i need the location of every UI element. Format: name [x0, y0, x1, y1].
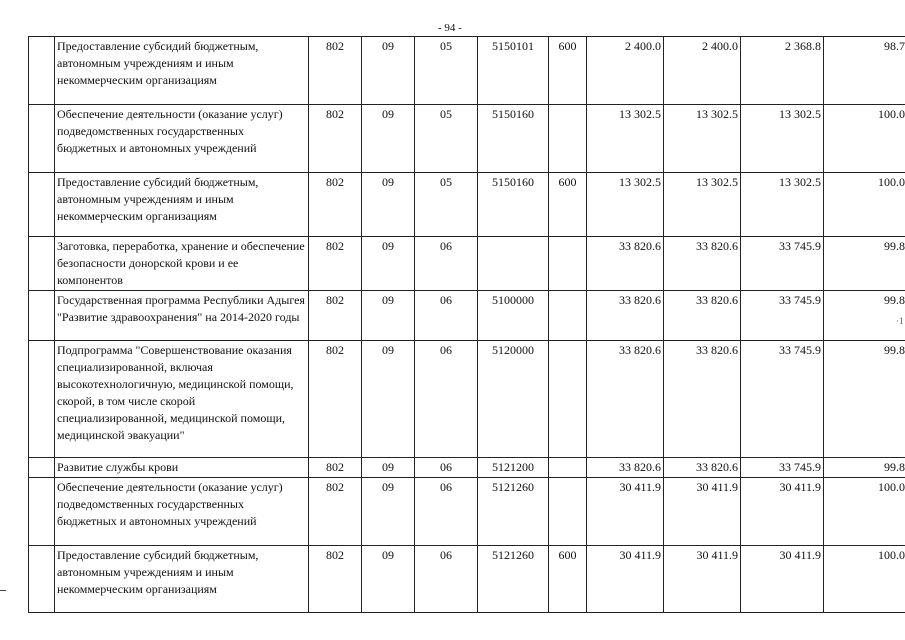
item-name: Обеспечение деятельности (оказание услуг) подведомственных государственных бюджетных и автономных учреждений [55, 105, 309, 173]
target-article-code: 5120000 [478, 341, 549, 458]
row-stub-cell [29, 37, 55, 105]
target-article-code: 5150160 [478, 105, 549, 173]
item-name: Предоставление субсидий бюджетным, автономным учреждениям и иным некоммерческим организациям [55, 37, 309, 105]
section-code: 09 [362, 237, 415, 291]
item-name: Предоставление субсидий бюджетным, автономным учреждениям и иным некоммерческим организациям [55, 546, 309, 613]
subsection-code: 06 [415, 478, 478, 546]
budget-table [28, 36, 905, 613]
amount-executed: 33 745.9 [741, 341, 824, 458]
section-code: 09 [362, 37, 415, 105]
page-number: - 94 - [438, 22, 462, 34]
target-article-code: 5121260 [478, 546, 549, 613]
subsection-code: 06 [415, 237, 478, 291]
row-stub-cell [29, 105, 55, 173]
row-stub-cell [29, 237, 55, 291]
row-stub-cell [29, 291, 55, 341]
amount-executed: 13 302.5 [741, 173, 824, 237]
row-stub-cell [29, 341, 55, 458]
amount-executed: 33 745.9 [741, 291, 824, 341]
table-row [29, 546, 905, 613]
amount-approved: 30 411.9 [587, 478, 664, 546]
subsection-code: 06 [415, 341, 478, 458]
subsection-code: 06 [415, 546, 478, 613]
expense-type-code: 600 [549, 546, 587, 613]
expense-type-code [549, 291, 587, 341]
subsection-code: 06 [415, 291, 478, 341]
table-row [29, 37, 905, 105]
execution-percent: 98.7 [824, 37, 905, 105]
execution-percent: 99.8 [824, 291, 905, 341]
row-stub-cell [29, 478, 55, 546]
section-code: 09 [362, 105, 415, 173]
ministry-code: 802 [309, 105, 362, 173]
section-code: 09 [362, 546, 415, 613]
margin-tick [0, 590, 6, 591]
expense-type-code [549, 458, 587, 478]
ministry-code: 802 [309, 173, 362, 237]
target-article-code: 5150160 [478, 173, 549, 237]
ministry-code: 802 [309, 546, 362, 613]
amount-approved: 33 820.6 [587, 237, 664, 291]
execution-percent: 100.0 [824, 546, 905, 613]
section-code: 09 [362, 478, 415, 546]
table-body [29, 37, 905, 613]
item-name: Подпрограмма "Совершенствование оказания специализированной, включая высокотехнологичную, медицинской помощи, скорой, в том числе скорой специализированной, медицинской помощи, медицинской эвакуации" [55, 341, 309, 458]
table-row [29, 237, 905, 291]
row-stub-cell [29, 173, 55, 237]
expense-type-code [549, 341, 587, 458]
item-name: Государственная программа Республики Адыгея "Развитие здравоохранения" на 2014-2020 годы [55, 291, 309, 341]
expense-type-code: 600 [549, 173, 587, 237]
amount-approved: 30 411.9 [587, 546, 664, 613]
target-article-code: 5121260 [478, 478, 549, 546]
amount-specified: 33 820.6 [664, 291, 741, 341]
section-code: 09 [362, 291, 415, 341]
expense-type-code [549, 105, 587, 173]
ministry-code: 802 [309, 37, 362, 105]
ministry-code: 802 [309, 458, 362, 478]
row-stub-cell [29, 546, 55, 613]
subsection-code: 05 [415, 105, 478, 173]
execution-percent: 100.0 [824, 173, 905, 237]
amount-approved: 33 820.6 [587, 291, 664, 341]
subsection-code: 05 [415, 173, 478, 237]
target-article-code: 5150101 [478, 37, 549, 105]
amount-approved: 2 400.0 [587, 37, 664, 105]
amount-specified: 2 400.0 [664, 37, 741, 105]
amount-specified: 13 302.5 [664, 173, 741, 237]
amount-specified: 30 411.9 [664, 546, 741, 613]
ministry-code: 802 [309, 341, 362, 458]
execution-percent: 99.8 [824, 458, 905, 478]
amount-executed: 2 368.8 [741, 37, 824, 105]
table-row [29, 105, 905, 173]
amount-specified: 33 820.6 [664, 341, 741, 458]
expense-type-code [549, 237, 587, 291]
expense-type-code [549, 478, 587, 546]
execution-percent: 100.0 [824, 105, 905, 173]
subsection-code: 06 [415, 458, 478, 478]
table-row [29, 291, 905, 341]
amount-approved: 13 302.5 [587, 105, 664, 173]
amount-specified: 33 820.6 [664, 458, 741, 478]
ministry-code: 802 [309, 237, 362, 291]
amount-specified: 33 820.6 [664, 237, 741, 291]
target-article-code [478, 237, 549, 291]
margin-mark: ·1 [896, 316, 904, 326]
amount-approved: 33 820.6 [587, 458, 664, 478]
amount-executed: 30 411.9 [741, 546, 824, 613]
amount-specified: 30 411.9 [664, 478, 741, 546]
section-code: 09 [362, 173, 415, 237]
amount-approved: 13 302.5 [587, 173, 664, 237]
amount-executed: 30 411.9 [741, 478, 824, 546]
section-code: 09 [362, 458, 415, 478]
row-stub-cell [29, 458, 55, 478]
execution-percent: 99.8 [824, 237, 905, 291]
item-name: Развитие службы крови [55, 458, 309, 478]
item-name: Обеспечение деятельности (оказание услуг) подведомственных государственных бюджетных и автономных учреждений [55, 478, 309, 546]
table-row [29, 458, 905, 478]
amount-specified: 13 302.5 [664, 105, 741, 173]
ministry-code: 802 [309, 478, 362, 546]
ministry-code: 802 [309, 291, 362, 341]
item-name: Заготовка, переработка, хранение и обеспечение безопасности донорской крови и ее компонентов [55, 237, 309, 291]
amount-executed: 33 745.9 [741, 458, 824, 478]
target-article-code: 5100000 [478, 291, 549, 341]
table-row [29, 173, 905, 237]
table-row [29, 341, 905, 458]
target-article-code: 5121200 [478, 458, 549, 478]
section-code: 09 [362, 341, 415, 458]
expense-type-code: 600 [549, 37, 587, 105]
execution-percent: 100.0 [824, 478, 905, 546]
amount-executed: 33 745.9 [741, 237, 824, 291]
subsection-code: 05 [415, 37, 478, 105]
table-row [29, 478, 905, 546]
item-name: Предоставление субсидий бюджетным, автономным учреждениям и иным некоммерческим организациям [55, 173, 309, 237]
execution-percent: 99.8 [824, 341, 905, 458]
amount-executed: 13 302.5 [741, 105, 824, 173]
amount-approved: 33 820.6 [587, 341, 664, 458]
